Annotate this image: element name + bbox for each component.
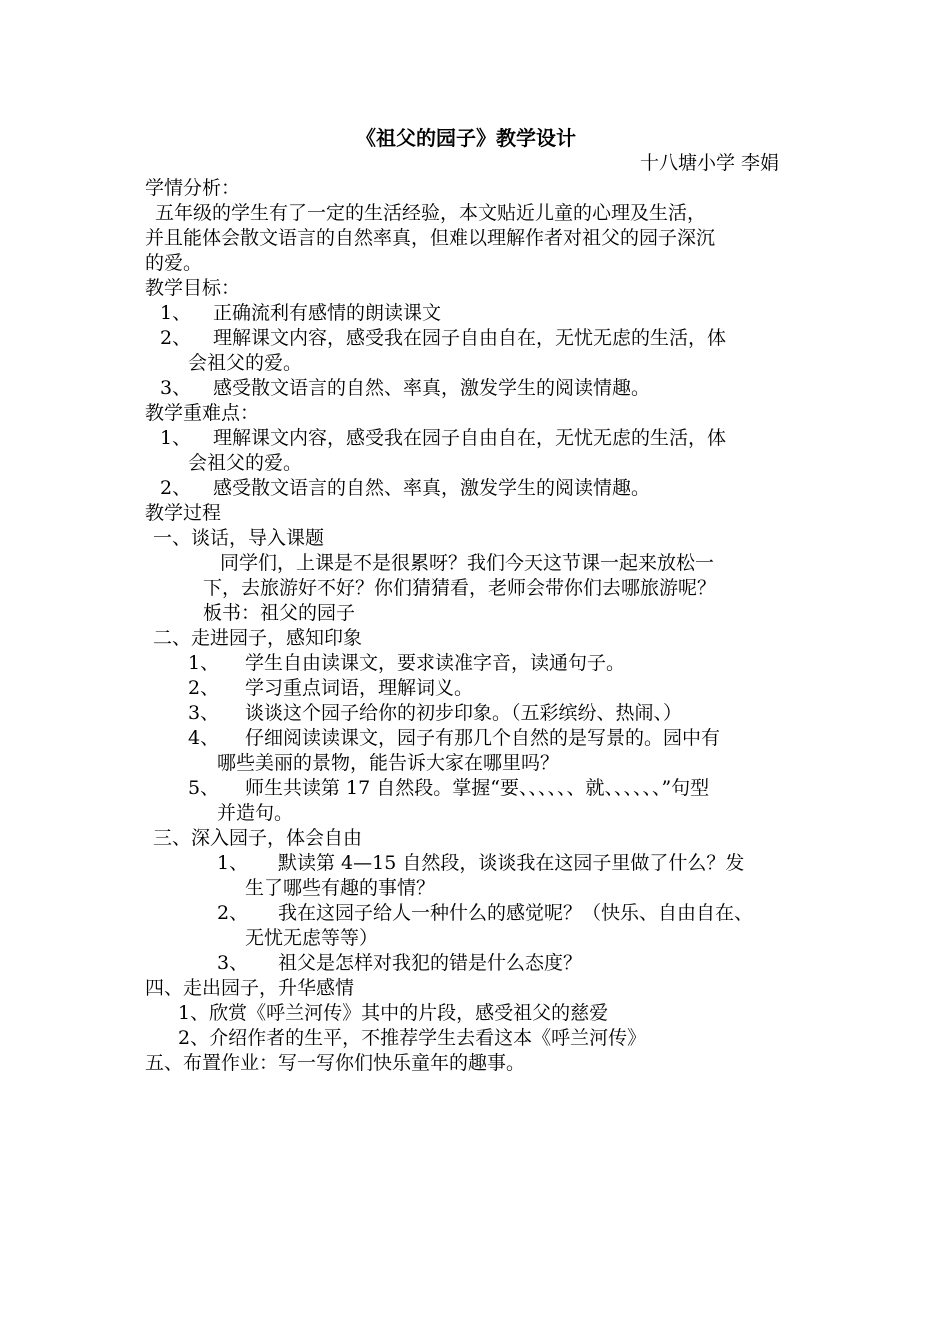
analysis-line: 的爱。 — [145, 252, 203, 274]
process-heading: 教学过程 — [145, 502, 222, 524]
keypoints-heading: 教学重难点： — [145, 402, 260, 424]
step-text: 哪些美丽的景物，能告诉大家在哪里吗？ — [217, 752, 560, 774]
goal-text: 会祖父的爱。 — [188, 352, 303, 374]
section-heading: 五、布置作业：写一写你们快乐童年的趣事。 — [145, 1052, 526, 1074]
keypoint-text: 会祖父的爱。 — [188, 452, 303, 474]
author-line: 十八塘小学 李娟 — [640, 152, 780, 174]
step-text: 学生自由读课文，要求读准字音，读通句子。 — [245, 652, 626, 674]
keypoint-text: 理解课文内容，感受我在园子自由自在，无忧无虑的生活，体 — [213, 427, 727, 449]
step-number: 2、 — [188, 677, 220, 699]
step-text: 并造句。 — [217, 802, 294, 824]
analysis-line: 五年级的学生有了一定的生活经验，本文贴近儿童的心理及生活， — [155, 202, 707, 224]
step-number: 4、 — [188, 727, 220, 749]
section-heading: 四、走出园子，升华感情 — [145, 977, 355, 999]
step-text: 默读第 4—15 自然段，谈谈我在这园子里做了什么？发 — [278, 852, 745, 874]
goal-number: 2、 — [160, 327, 192, 349]
document-title: 《祖父的园子》教学设计 — [356, 126, 576, 150]
section-text: 同学们，上课是不是很累呀？我们今天这节课一起来放松一 — [220, 552, 715, 574]
goal-text: 正确流利有感情的朗读课文 — [213, 302, 442, 324]
section-heading: 一、谈话，导入课题 — [153, 527, 325, 549]
step-text: 师生共读第 17 自然段。掌握“要、、、、、、就、、、、、、”句型 — [245, 777, 710, 799]
step-number: 1、 — [188, 652, 220, 674]
goal-text: 感受散文语言的自然、率真，激发学生的阅读情趣。 — [213, 377, 651, 399]
step-text: 2、介绍作者的生平，不推荐学生去看这本《呼兰河传》 — [178, 1027, 647, 1049]
step-text: 学习重点词语，理解词义。 — [245, 677, 474, 699]
keypoint-number: 2、 — [160, 477, 192, 499]
step-number: 1、 — [217, 852, 249, 874]
goal-number: 3、 — [160, 377, 192, 399]
section-heading: 二、走进园子，感知印象 — [153, 627, 363, 649]
analysis-line: 并且能体会散文语言的自然率真，但难以理解作者对祖父的园子深沉 — [145, 227, 716, 249]
step-number: 3、 — [188, 702, 220, 724]
section-heading: 三、深入园子，体会自由 — [153, 827, 363, 849]
step-number: 3、 — [217, 952, 249, 974]
step-text: 生了哪些有趣的事情？ — [245, 877, 436, 899]
step-text: 1、欣赏《呼兰河传》其中的片段，感受祖父的慈爱 — [178, 1002, 609, 1024]
goal-text: 理解课文内容，感受我在园子自由自在，无忧无虑的生活，体 — [213, 327, 727, 349]
step-text: 仔细阅读读课文，园子有那几个自然的是写景的。园中有 — [245, 727, 721, 749]
section-text: 下，去旅游好不好？你们猜猜看，老师会带你们去哪旅游呢？ — [203, 577, 717, 599]
goals-heading: 教学目标： — [145, 277, 241, 299]
goal-number: 1、 — [160, 302, 192, 324]
keypoint-text: 感受散文语言的自然、率真，激发学生的阅读情趣。 — [213, 477, 651, 499]
step-text: 我在这园子给人一种什么的感觉呢？（快乐、自由自在、 — [278, 902, 754, 924]
step-number: 2、 — [217, 902, 249, 924]
keypoint-number: 1、 — [160, 427, 192, 449]
step-text: 谈谈这个园子给你的初步印象。（五彩缤纷、热闹、） — [245, 702, 683, 724]
step-text: 祖父是怎样对我犯的错是什么态度？ — [278, 952, 583, 974]
step-number: 5、 — [188, 777, 220, 799]
board-note: 板书：祖父的园子 — [203, 602, 356, 624]
step-text: 无忧无虑等等） — [245, 927, 379, 949]
analysis-heading: 学情分析： — [145, 177, 241, 199]
